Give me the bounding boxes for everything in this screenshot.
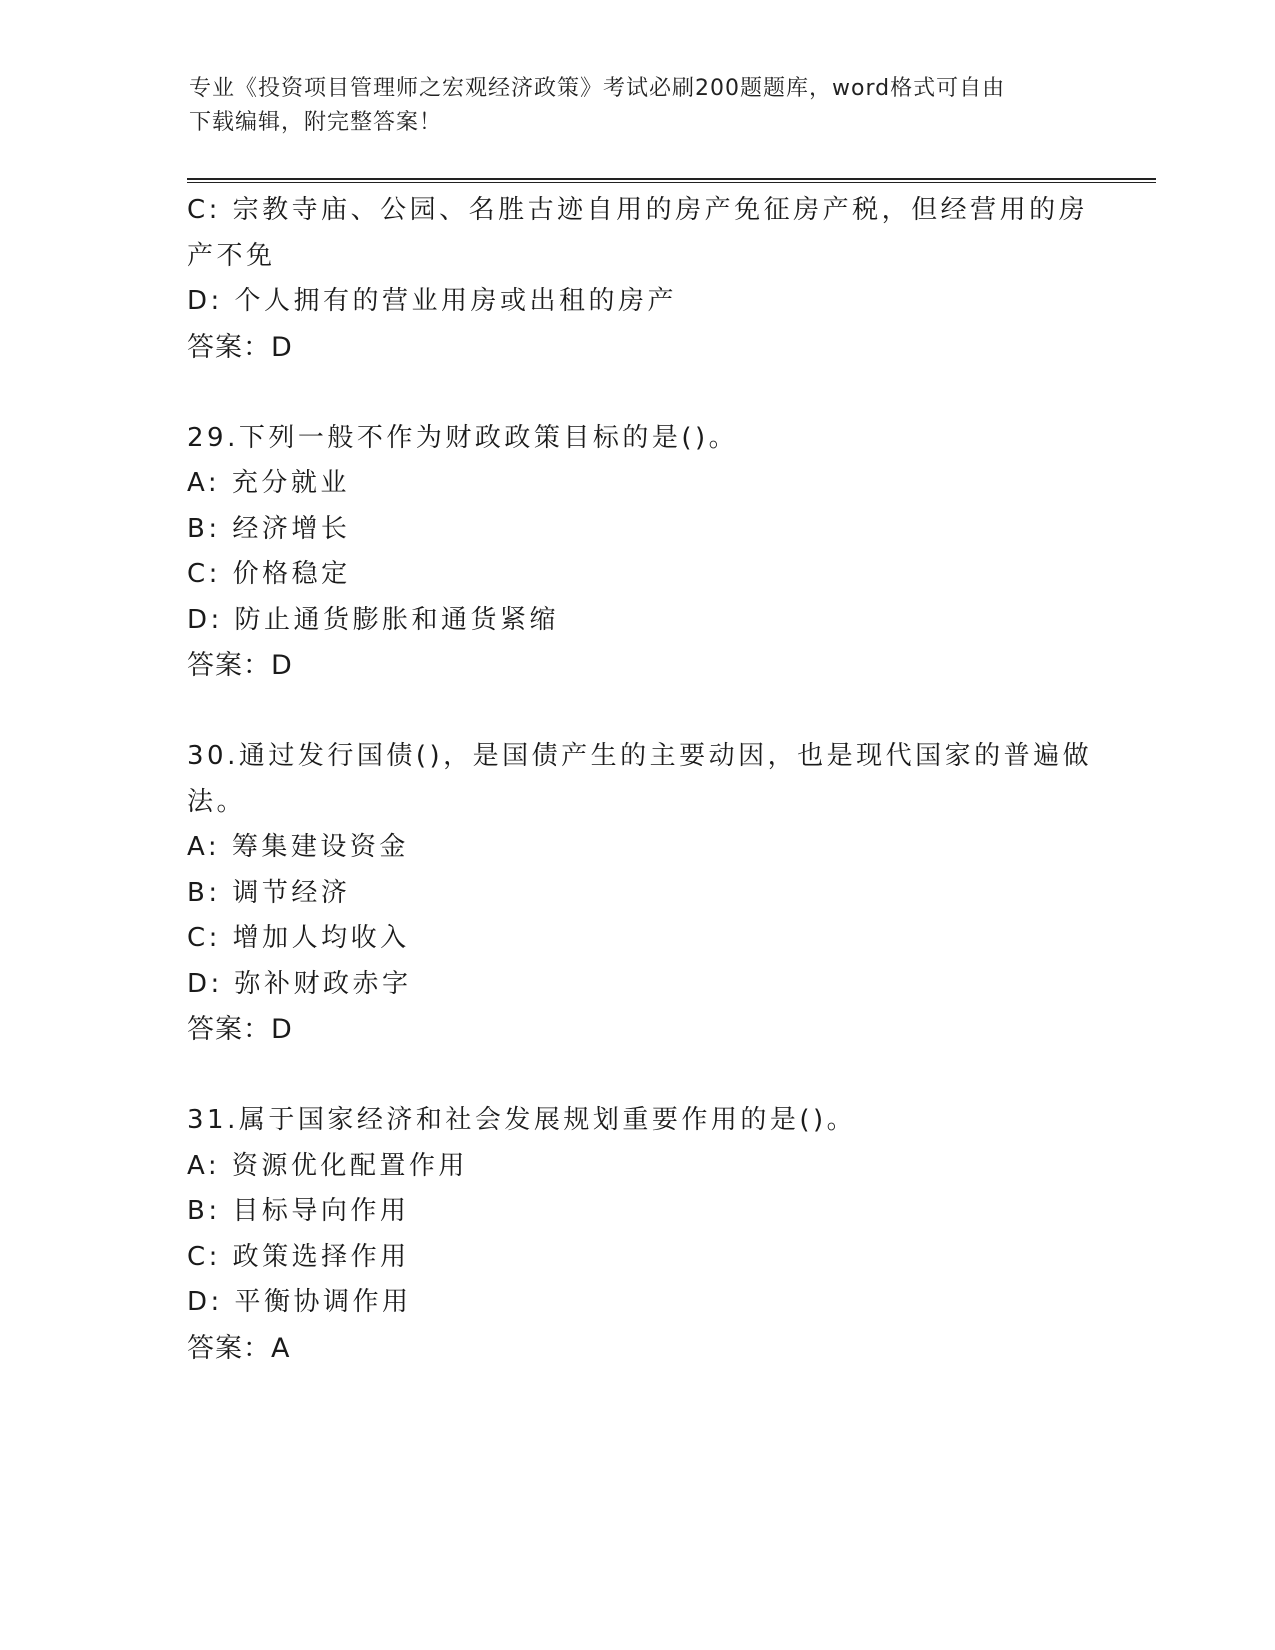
option-c: C: 政策选择作用	[187, 1241, 410, 1272]
option-c: C: 价格稳定	[187, 559, 351, 589]
option-c-line-2: 产不免	[187, 240, 276, 271]
option-a: A: 资源优化配置作用	[187, 1150, 468, 1181]
option-b: B: 调节经济	[187, 877, 351, 908]
header-line-2: 下载编辑，附完整答案！	[189, 110, 443, 135]
question-29	[187, 416, 1087, 689]
spacer	[187, 370, 1087, 416]
answer: 答案：D	[187, 331, 293, 363]
header-divider	[187, 178, 1156, 183]
answer: 答案：D	[187, 1014, 293, 1045]
option-a: A: 充分就业	[187, 468, 350, 498]
option-d: D: 弥补财政赤字	[187, 968, 412, 999]
question-stem-line-2: 法。	[187, 786, 247, 817]
question-stem-line-1: 30.通过发行国债()，是国债产生的主要动因，也是现代国家的普遍做	[187, 741, 1093, 771]
option-a: A: 筹集建设资金	[187, 832, 409, 862]
option-d: D: 平衡协调作用	[187, 1287, 412, 1317]
question-list	[187, 188, 1093, 1371]
question-30	[187, 734, 1093, 1053]
previous-question-tail	[187, 188, 1087, 370]
question-31	[187, 1098, 1087, 1371]
option-b: B: 经济增长	[187, 513, 351, 544]
header-line-1: 专业《投资项目管理师之宏观经济政策》考试必刷200题题库，word格式可自由	[189, 76, 1006, 101]
option-b: B: 目标导向作用	[187, 1196, 410, 1226]
question-stem: 29.下列一般不作为财政政策目标的是()。	[187, 422, 739, 453]
answer: 答案：A	[187, 1332, 291, 1364]
option-d: D: 个人拥有的营业用房或出租的房产	[187, 286, 678, 316]
document-header	[189, 72, 1069, 140]
answer: 答案：D	[187, 650, 293, 681]
spacer	[187, 689, 1087, 735]
option-c-line-1: C: 宗教寺庙、公园、名胜古迹自用的房产免征房产税，但经营用的房	[187, 195, 1089, 225]
option-d: D: 防止通货膨胀和通货紧缩	[187, 604, 560, 635]
question-stem: 31.属于国家经济和社会发展规划重要作用的是()。	[187, 1105, 857, 1135]
option-c: C: 增加人均收入	[187, 923, 410, 953]
spacer	[187, 1053, 1087, 1099]
